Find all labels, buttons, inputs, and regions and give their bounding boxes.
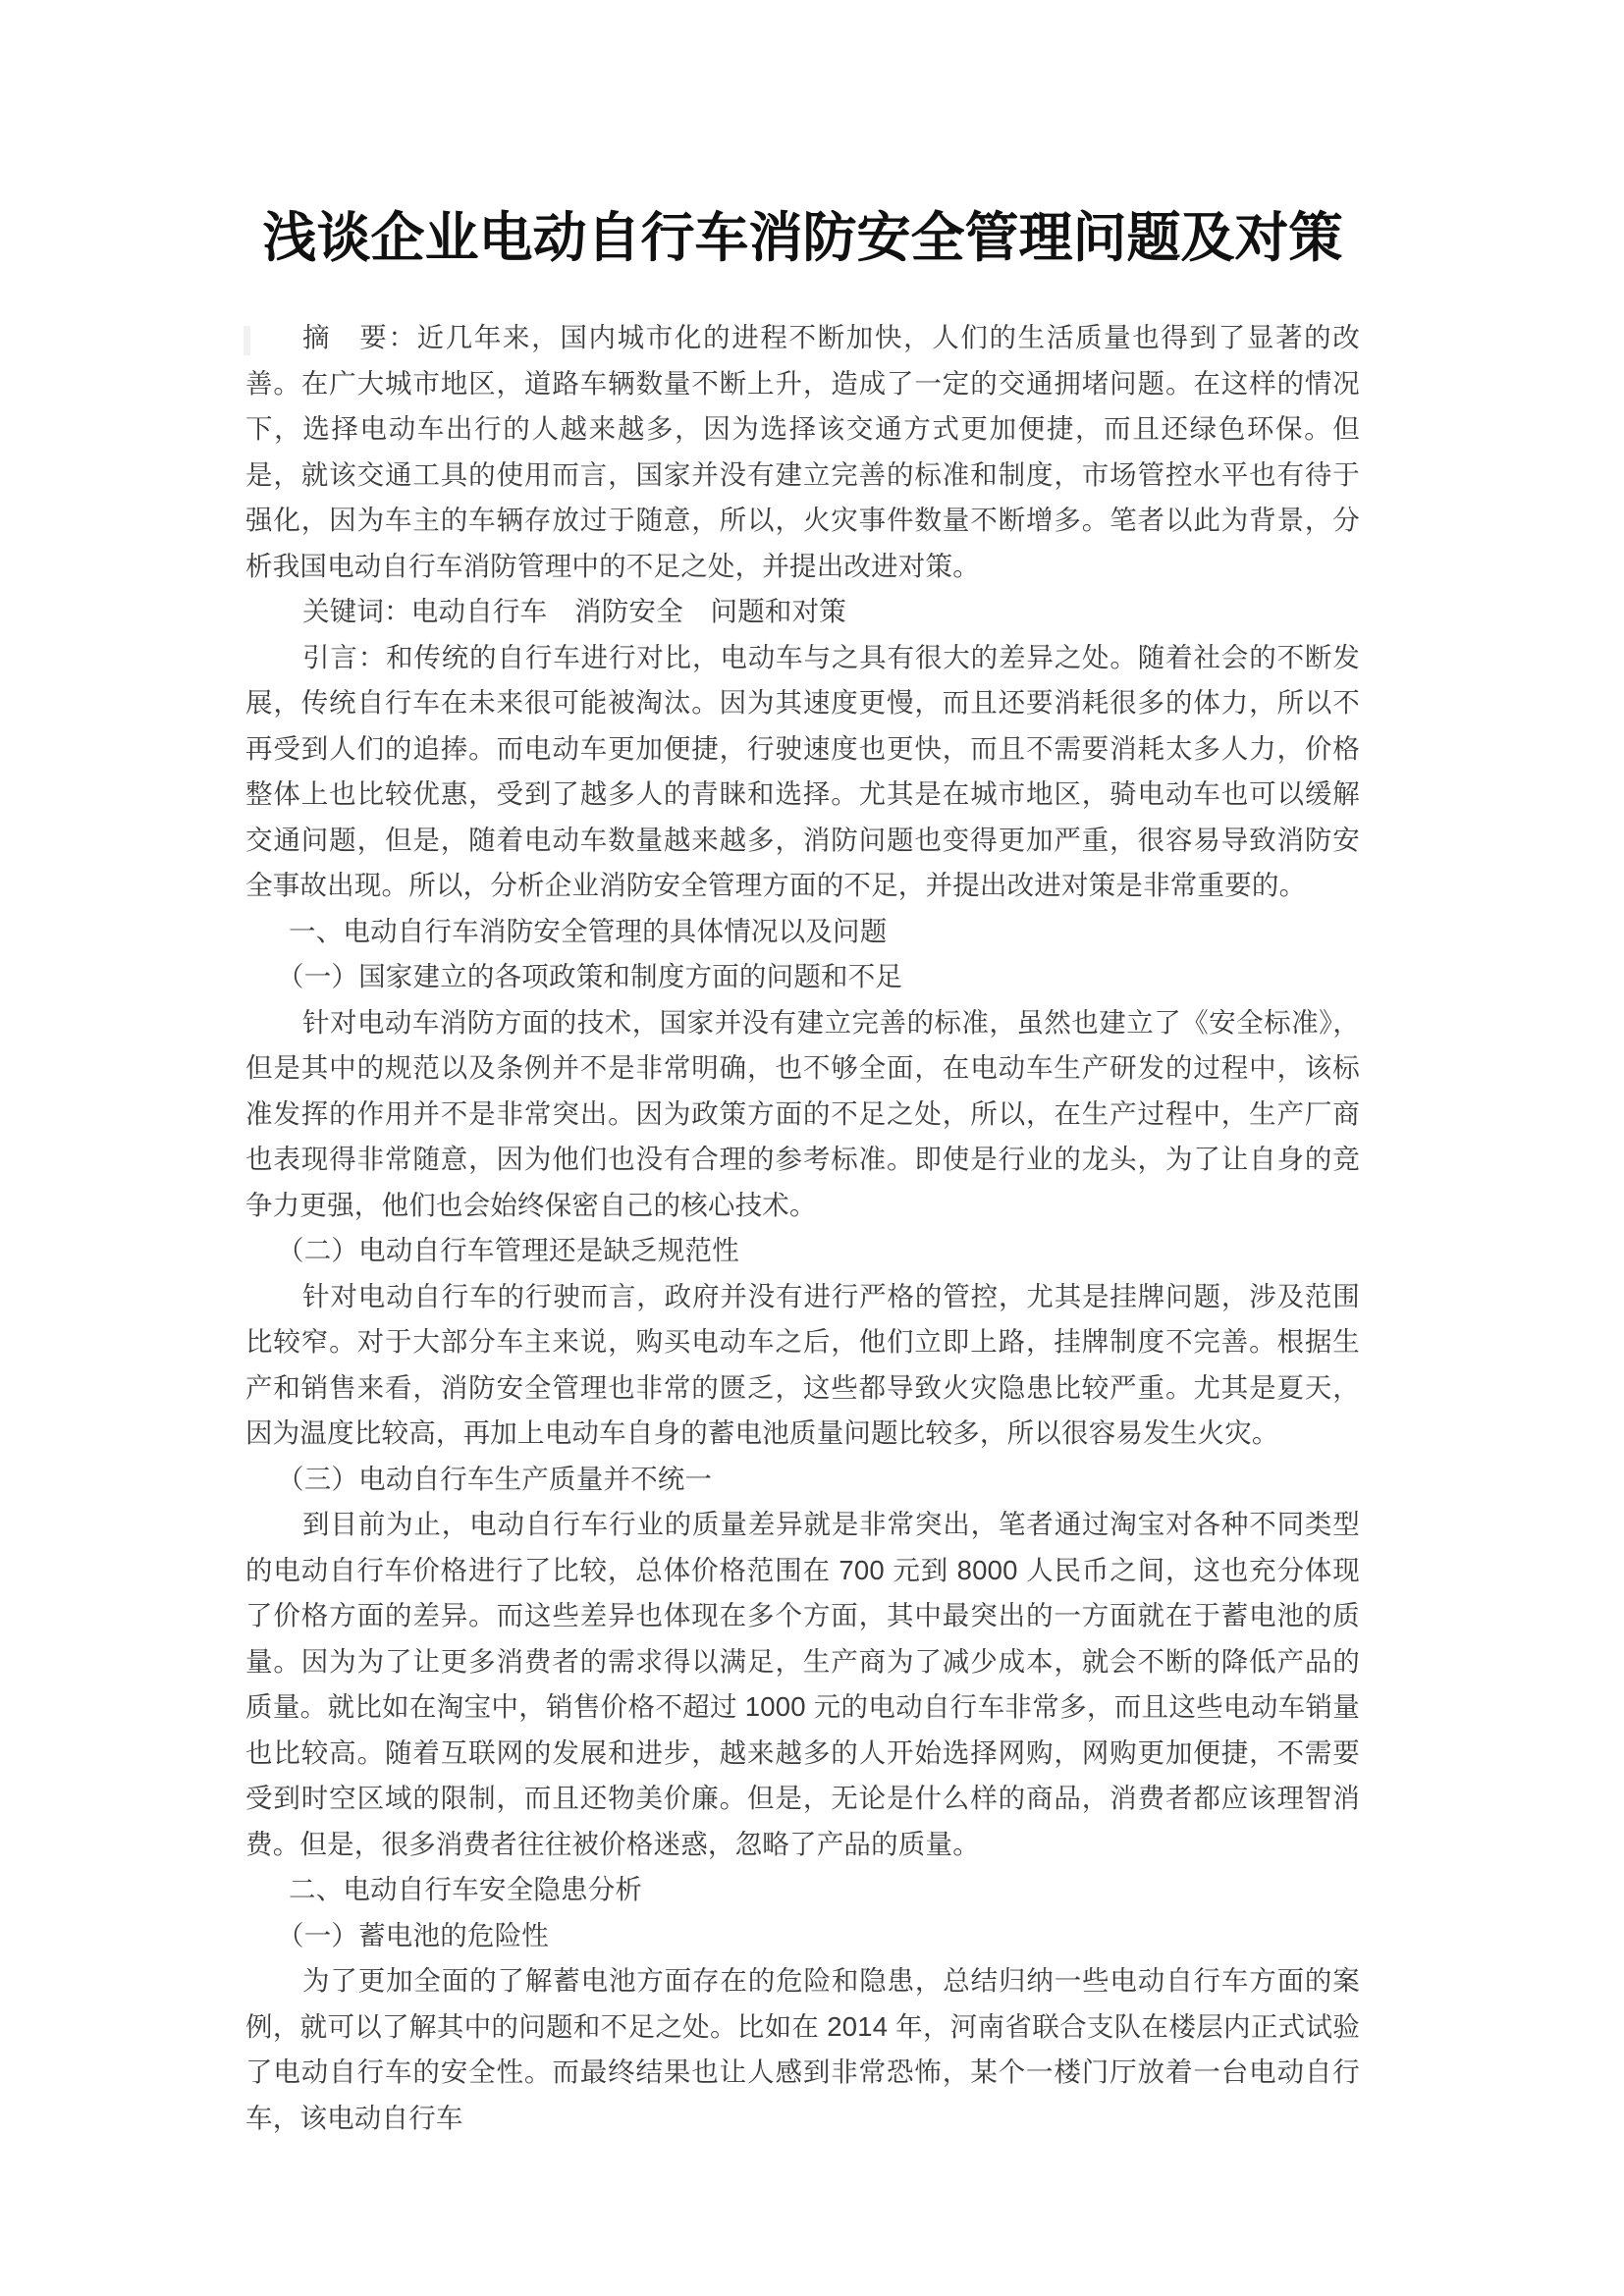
subsection-heading-1-2: （二）电动自行车管理还是缺乏规范性 xyxy=(277,1235,739,1266)
page-title: 浅谈企业电动自行车消防安全管理问题及对策 xyxy=(262,207,1343,268)
subsection-heading-1-1: （一）国家建立的各项政策和制度方面的问题和不足 xyxy=(277,961,903,992)
subsection-paragraph-1-3: 到目前为止，电动自行车行业的质量差异就是非常突出，笔者通过淘宝对各种不同类型的电动自行车价格进行了比较，总体价格范围在 700 元到 8000 人民币之间，这也充分体现了价格方面的差异。而这些差异也体现在多个方面，其中最突出的一方面就在于蓄电池的质量。因为为了让更多消费者的需求得以满足，生产商为了减少成本，就会不断的降低产品的质量。就比如在淘宝中，销售价格不超过 1000 元的电动自行车非常多，而且这些电动车销量也比较高。随着互联网的发展和进步，越来越多的人开始选择网购，网购更加便捷，不需要受到时空区域的限制，而且还物美价廉。但是，无论是什么样的商品，消费者都应该理智消费。但是，很多消费者往往被价格迷惑，忽略了产品的质量。 xyxy=(245,1509,1360,1859)
subsection-paragraph-1-2: 针对电动自行车的行驶而言，政府并没有进行严格的管控，尤其是挂牌问题，涉及范围比较窄。对于大部分车主来说，购买电动车之后，他们立即上路，挂牌制度不完善。根据生产和销售来看，消防安全管理也非常的匮乏，这些都导致火灾隐患比较严重。尤其是夏天，因为温度比较高，再加上电动车自身的蓄电池质量问题比较多，所以很容易发生火灾。 xyxy=(245,1280,1360,1449)
subsection-heading-1-3: （三）电动自行车生产质量并不统一 xyxy=(277,1463,713,1494)
abstract-paragraph: 摘 要：近几年来，国内城市化的进程不断加快，人们的生活质量也得到了显著的改善。在广大城市地区，道路车辆数量不断上升，造成了一定的交通拥堵问题。在这样的情况下，选择电动车出行的人越来越多，因为选择该交通方式更加便捷，而且还绿色环保。但是，就该交通工具的使用而言，国家并没有建立完善的标准和制度，市场管控水平也有待于强化，因为车主的车辆存放过于随意，所以，火灾事件数量不断增多。笔者以此为背景，分析我国电动自行车消防管理中的不足之处，并提出改进对策。 xyxy=(245,322,1360,581)
keywords-line: 关键词：电动自行车 消防安全 问题和对策 xyxy=(302,596,846,627)
subsection-heading-2-1: （一）蓄电池的危险性 xyxy=(277,1919,549,1950)
abstract-block xyxy=(245,315,1360,589)
article-body xyxy=(245,315,1360,2141)
section-heading-2: 二、电动自行车安全隐患分析 xyxy=(289,1874,643,1905)
page-content-column xyxy=(245,0,1360,2141)
abstract-marker-icon xyxy=(244,326,250,355)
section-heading-1: 一、电动自行车消防安全管理的具体情况以及问题 xyxy=(289,915,888,946)
introduction-paragraph: 引言：和传统的自行车进行对比，电动车与之具有很大的差异之处。随着社会的不断发展，传统自行车在未来很可能被淘汰。因为其速度更慢，而且还要消耗很多的体力，所以不再受到人们的追捧。而电动车更加便捷，行驶速度也更快，而且不需要消耗太多人力，价格整体上也比较优惠，受到了越多人的青睐和选择。尤其是在城市地区，骑电动车也可以缓解交通问题，但是，随着电动车数量越来越多，消防问题也变得更加严重，很容易导致消防安全事故出现。所以，分析企业消防安全管理方面的不足，并提出改进对策是非常重要的。 xyxy=(245,641,1360,901)
subsection-paragraph-2-1: 为了更加全面的了解蓄电池方面存在的危险和隐患，总结归纳一些电动自行车方面的案例，就可以了解其中的问题和不足之处。比如在 2014 年，河南省联合支队在楼层内正式试验了电动自行车的安全性。而最终结果也让人感到非常恐怖，某个一楼门厅放着一台电动自行车，该电动自行车 xyxy=(245,1965,1360,2133)
subsection-paragraph-1-1: 针对电动车消防方面的技术，国家并没有建立完善的标准，虽然也建立了《安全标准》，但是其中的规范以及条例并不是非常明确，也不够全面，在电动车生产研发的过程中，该标准发挥的作用并不是非常突出。因为政策方面的不足之处，所以，在生产过程中，生产厂商也表现得非常随意，因为他们也没有合理的参考标准。即使是行业的龙头，为了让自身的竞争力更强，他们也会始终保密自己的核心技术。 xyxy=(245,1006,1360,1220)
